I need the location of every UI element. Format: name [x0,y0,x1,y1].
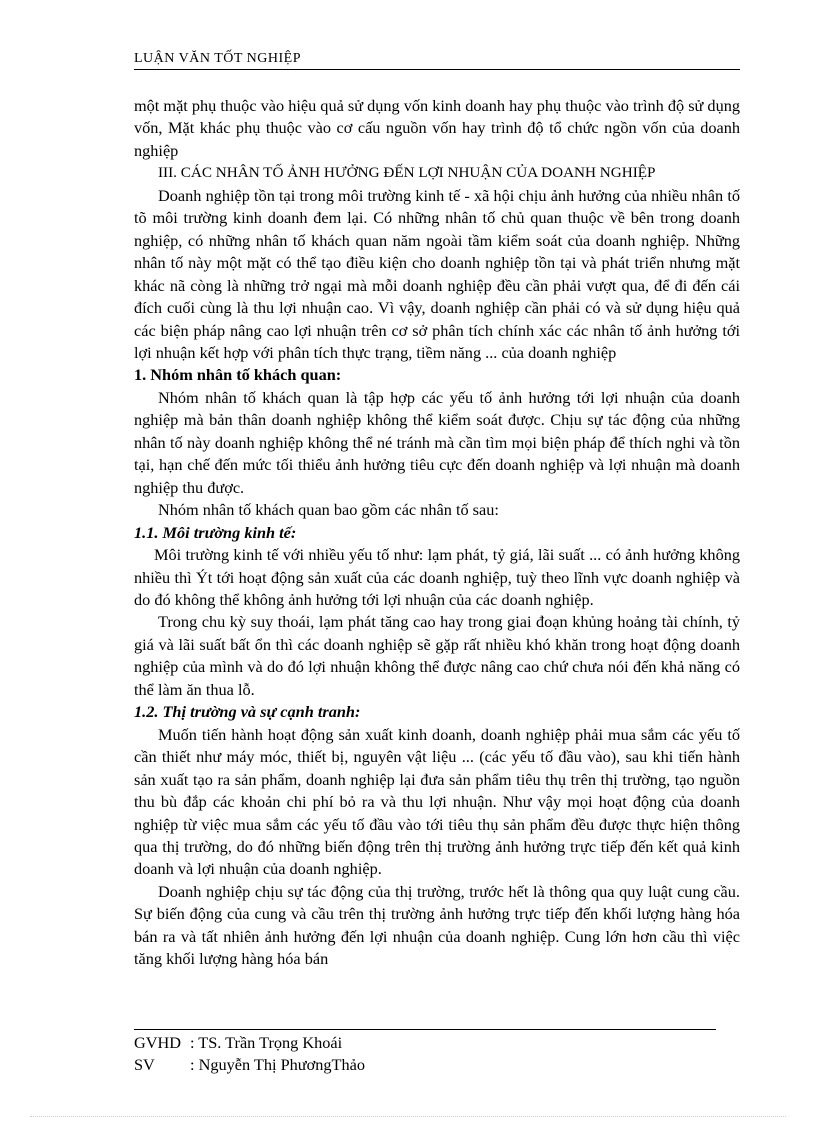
footer-supervisor-row [134,1032,716,1054]
intro-paragraph: một mặt phụ thuộc vào hiệu quả sử dụng vốn kinh doanh hay phụ thuộc vào trình độ sử dụng vốn, Mặt khác phụ thuộc vào cơ cấu nguồn vốn hay trình độ tổ chức ngồn vốn của doanh nghiệp [134,96,740,160]
page-footer [134,1032,716,1076]
document-body [134,95,740,971]
page-header: LUẬN VĂN TỐT NGHIỆP [134,50,740,70]
footer-student-row [134,1054,716,1076]
footer-divider [134,1029,716,1030]
objective-factors-paragraph-1: Nhóm nhân tố khách quan là tập hợp các yếu tố ảnh hưởng tới lợi nhuận của doanh nghiệp mà bản thân doanh nghiệp không thể kiểm soát được. Chịu sự tác động của những nhân tố này doanh nghiệp không thể né tránh mà cần tìm mọi biện pháp để thích nghi và tồn tại, hạn chế đến mức tối thiểu ảnh hưởng tiêu cực đến doanh nghiệp và lợi nhuận mà doanh nghiệp thu được. [134,387,740,497]
objective-factors-paragraph-2: Nhóm nhân tố khách quan bao gồm các nhân tố sau: [158,500,499,520]
supervisor-label: GVHD [134,1033,182,1052]
heading-economic-environment: 1.1. Môi trường kinh tế: [134,522,297,542]
economic-environment-paragraph-1: Môi trường kinh tế với nhiều yếu tố như: lạm phát, tỷ giá, lãi suất ... có ảnh hưởng không nhiều thì Ýt tới hoạt động sản xuất của các doanh nghiệp, tuỳ theo lĩnh vực doanh nghiệp và do đó không thể không ảnh hưởng tới lợi nhuận của các doanh nghiệp. [134,545,740,609]
section-heading-3: III. CÁC NHÂN TỐ ẢNH HƯỞNG ĐẾN LỢI NHUẬN CỦA DOANH NGHIỆP [158,164,656,182]
heading-market-competition: 1.2. Thị trường và sự cạnh tranh: [134,702,361,722]
market-competition-paragraph-1: Muốn tiến hành hoạt động sản xuất kinh doanh, doanh nghiệp phải mua sắm các yếu tố cần thiết như máy móc, thiết bị, nguyên vật liệu ... (các yếu tố đầu vào), sau khi tiến hành sản xuất tạo ra sản phẩm, doanh nghiệp lại đưa sản phẩm tiêu thụ trên thị trường, tạo nguồn thu bù đắp các khoản chi phí bỏ ra và thu lợi nhuận. Như vậy mọi hoạt động của doanh nghiệp từ việc mua sắm các yếu tố đầu vào tới tiêu thụ sản phẩm đều được thực hiện thông qua thị trường, do đó những biến động trên thị trường ảnh hưởng trực tiếp đến kết quả kinh doanh và lợi nhuận của doanh nghiệp. [134,724,740,879]
economic-environment-paragraph-2: Trong chu kỳ suy thoái, lạm phát tăng cao hay trong giai đoạn khủng hoảng tài chính, tỷ giá và lãi suất bất ổn thì các doanh nghiệp sẽ gặp rất nhiều khó khăn trong hoạt động doanh nghiệp của mình và do đó lợi nhuận không thể được nâng cao chứ chưa nói đến khả năng có thể làm ăn thua lỗ. [134,612,740,699]
market-competition-paragraph-2: Doanh nghiệp chịu sự tác động của thị trường, trước hết là thông qua quy luật cung cầu. Sự biến động của cung và cầu trên thị trường ảnh hưởng trực tiếp đến khối lượng hàng hóa bán ra và tất nhiên ảnh hưởng đến lợi nhuận của doanh nghiệp. Cung lớn hơn cầu thì việc tăng khối lượng hàng hóa bán [134,881,740,969]
supervisor-name: : TS. Trần Trọng Khoái [190,1033,343,1052]
student-name: : Nguyễn Thị PhươngThảo [190,1055,365,1074]
student-label: SV [134,1055,155,1074]
page-bottom-border [30,1116,786,1117]
heading-objective-factors: 1. Nhóm nhân tố khách quan: [134,365,342,385]
section-3-paragraph: Doanh nghiệp tồn tại trong môi trường kinh tế - xã hội chịu ảnh hưởng của nhiều nhân tố tõ môi trường kinh doanh đem lại. Có những nhân tố chủ quan thuộc về bên trong doanh nghiệp, có những nhân tố khách quan năm ngoài tầm kiểm soát của doanh nghiệp. Những nhân tố này một mặt có thể tạo điều kiện cho doanh nghiệp tồn tại và phát triển nhưng mặt khác nã còng là những trở ngại mà mỗi doanh nghiệp đều cần phải vượt qua, để đi đến cái đích cuối cùng là thu lợi nhuận cao. Vì vậy, doanh nghiệp cần phải có và sử dụng hiệu quả các biện pháp nâng cao lợi nhuận trên cơ sở phân tích chính xác các nhân tố ảnh hưởng tới lợi nhuận kết hợp với phân tích thực trạng, tiềm năng ... của doanh nghiệp [134,185,740,362]
